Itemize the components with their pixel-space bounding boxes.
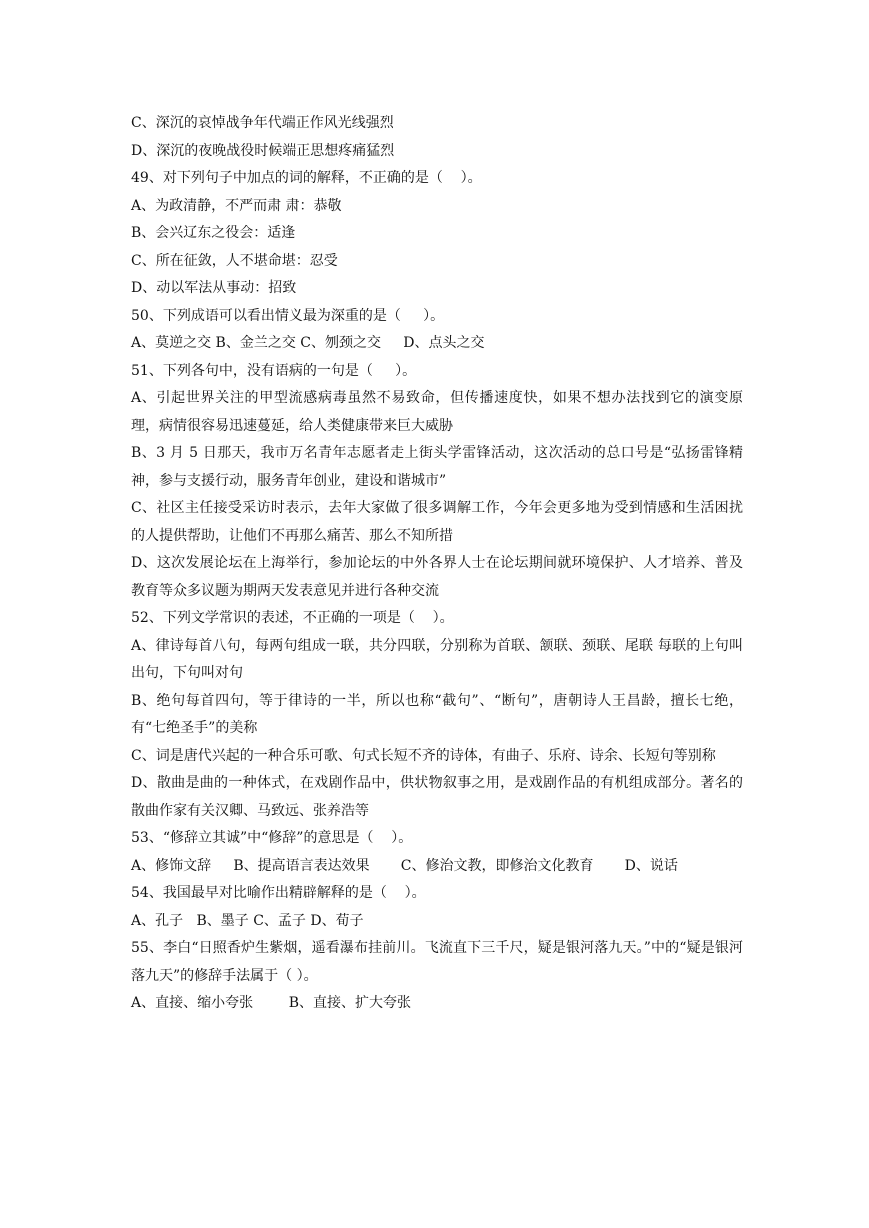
options-53: A、修饰文辞 B、提高语言表达效果 C、修治文教，即修治文化教育 D、说话 xyxy=(131,857,678,874)
question-51: 51、下列各句中，没有语病的一句是（ ）。 xyxy=(131,362,417,379)
question-53: 53、“修辞立其诚”中“修辞”的意思是（ ）。 xyxy=(131,830,413,846)
option-48-d: D、深沉的夜晚战役时候端正思想疼痛猛烈 xyxy=(131,142,395,159)
option-51-d: D、这次发展论坛在上海举行，参加论坛的中外各界人士在论坛期间就环境保护、人才培养、普及教育等众多议题为期两天发表意见并进行各种交流 xyxy=(131,555,743,599)
option-49-c: C、所在征敛，人不堪命堪：忍受 xyxy=(131,252,338,269)
options-50: A、莫逆之交 B、金兰之交 C、刎颈之交 D、点头之交 xyxy=(131,335,485,351)
option-49-d: D、动以军法从事动：招致 xyxy=(131,280,297,296)
question-49: 49、对下列句子中加点的词的解释，不正确的是（ ）。 xyxy=(131,170,482,186)
question-55: 55、李白“日照香炉生紫烟，遥看瀑布挂前川。飞流直下三千尺，疑是银河落九天。”中的“疑是银河落九天”的修辞手法属于（ ）。 xyxy=(131,940,743,984)
document-body xyxy=(131,110,743,1018)
option-49-b: B、会兴辽东之役会：适逢 xyxy=(131,225,296,241)
option-51-a: A、引起世界关注的甲型流感病毒虽然不易致命，但传播速度快，如果不想办法找到它的演变原理，病情很容易迅速蔓延，给人类健康带来巨大威胁 xyxy=(131,390,743,434)
options-55: A、直接、缩小夸张 B、直接、扩大夸张 xyxy=(131,995,411,1011)
option-52-b: B、绝句每首四句，等于律诗的一半，所以也称“截句”、“断句”，唐朝诗人王昌龄，擅长七绝，有“七绝圣手”的美称 xyxy=(131,692,743,736)
option-48-c: C、深沉的哀悼战争年代端正作风光线强烈 xyxy=(131,115,394,131)
option-51-b: B、3 月 5 日那天，我市万名青年志愿者走上街头学雷锋活动，这次活动的总口号是“弘扬雷锋精神，参与支援行动，服务青年创业，建设和谐城市” xyxy=(131,445,743,489)
question-54: 54、我国最早对比喻作出精辟解释的是（ ）。 xyxy=(131,885,426,901)
option-52-c: C、词是唐代兴起的一种合乐可歌、句式长短不齐的诗体，有曲子、乐府、诗余、长短句等别称 xyxy=(131,747,716,764)
options-54: A、孔子 B、墨子 C、孟子 D、荀子 xyxy=(131,912,364,929)
option-49-a: A、为政清静，不严而肃 肃：恭敬 xyxy=(131,197,342,214)
option-52-a: A、律诗每首八句，每两句组成一联，共分四联，分别称为首联、颔联、颈联、尾联 每联的上句叫出句，下句叫对句 xyxy=(131,637,743,681)
question-52: 52、下列文学常识的表述，不正确的一项是（ ）。 xyxy=(131,610,454,626)
option-51-c: C、社区主任接受采访时表示，去年大家做了很多调解工作，今年会更多地为受到情感和生活困扰的人提供帮助，让他们不再那么痛苦、那么不知所措 xyxy=(131,500,743,544)
option-52-d: D、散曲是曲的一种体式，在戏剧作品中，供状物叙事之用，是戏剧作品的有机组成部分。著名的散曲作家有关汉卿、马致远、张养浩等 xyxy=(131,775,743,819)
question-50: 50、下列成语可以看出情义最为深重的是（ ）。 xyxy=(131,307,445,324)
